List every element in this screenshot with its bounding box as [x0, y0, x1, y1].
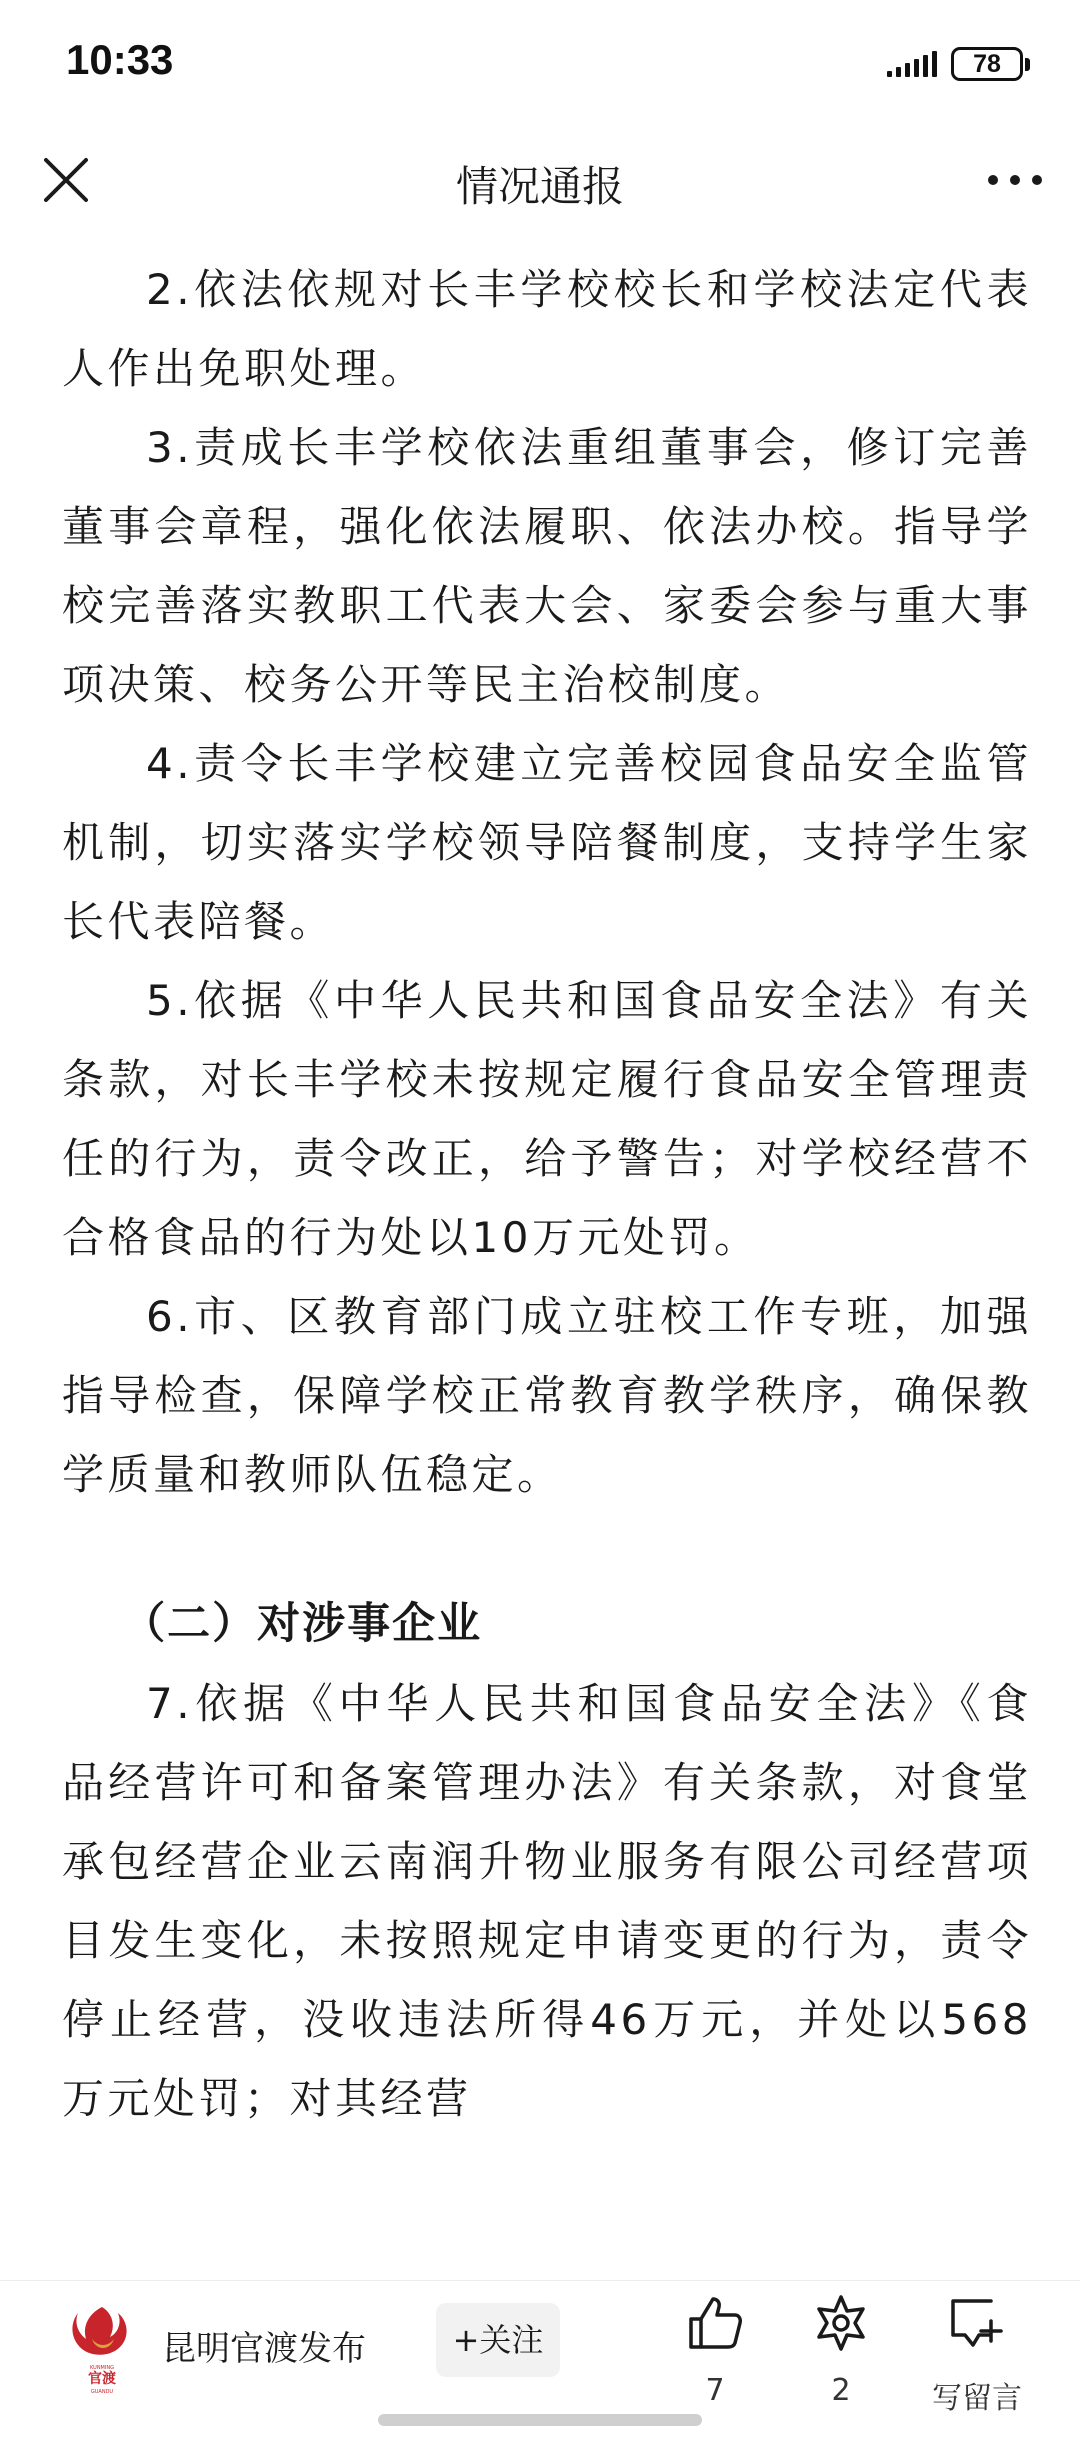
share-count: 2: [831, 2373, 851, 2408]
guandu-logo-icon: [62, 2299, 142, 2399]
account-avatar[interactable]: [62, 2299, 142, 2399]
battery-icon: [951, 47, 1023, 81]
more-dots-icon: [980, 150, 1050, 210]
write-comment-label: 写留言: [932, 2381, 1022, 2416]
section-heading: （二）对涉事企业: [122, 1599, 483, 1649]
article-paragraph-3: 3.责成长丰学校依法重组董事会，修订完善董事会章程，强化依法履职、依法办校。指导学校完善落实教职工代表大会、家委会参与重大事项决策、校务公开等民主治校制度。: [62, 423, 1032, 709]
article-body: [62, 250, 1032, 2200]
article-paragraph-2: 2.依法依规对长丰学校校长和学校法定代表人作出免职处理。: [62, 265, 1032, 393]
nav-bar: [0, 130, 1080, 230]
logo-caption-top: KUNMING: [90, 2365, 114, 2371]
more-button[interactable]: [980, 150, 1050, 210]
article-paragraph-4: 4.责令长丰学校建立完善校园食品安全监管机制，切实落实学校领导陪餐制度，支持学生家长代表陪餐。: [62, 739, 1032, 946]
status-icons: [887, 44, 1030, 84]
article-paragraph-5: 5.依据《中华人民共和国食品安全法》有关条款，对长丰学校未按规定履行食品安全管理责任的行为，责令改正，给予警告；对学校经营不合格食品的行为处以10万元处罚。: [62, 976, 1032, 1262]
battery-tip: [1025, 58, 1030, 71]
status-bar: [0, 0, 1080, 130]
follow-button[interactable]: +关注: [436, 2303, 560, 2377]
like-button[interactable]: [660, 2291, 770, 2408]
write-comment-button[interactable]: [912, 2291, 1042, 2417]
battery-level: 78: [973, 49, 1001, 78]
logo-text: 官渡: [88, 2371, 116, 2387]
signal-icon: [887, 51, 941, 77]
article-paragraph-6: 6.市、区教育部门成立驻校工作专班，加强指导检查，保障学校正常教育教学秩序，确保教学质量和教师队伍稳定。: [62, 1292, 1032, 1499]
like-count: 7: [705, 2373, 725, 2408]
home-indicator[interactable]: [378, 2414, 702, 2426]
share-button[interactable]: [786, 2291, 896, 2408]
page-title: 情况通报: [455, 162, 624, 211]
thumbs-up-icon: [683, 2291, 747, 2355]
logo-caption-bottom: GUANDU: [90, 2389, 114, 2395]
share-star-icon: [809, 2291, 873, 2355]
article-paragraph-7: 7.依据《中华人民共和国食品安全法》《食品经营许可和备案管理办法》有关条款，对食堂承包经营企业云南润升物业服务有限公司经营项目发生变化，未按照规定申请变更的行为，责令停止经营，没收违法所得46万元，并处以568万元处罚；对其经营: [62, 1679, 1032, 2123]
status-time: 10:33: [66, 36, 174, 83]
comment-plus-icon: [945, 2291, 1009, 2355]
account-name[interactable]: 昆明官渡发布: [162, 2329, 366, 2369]
